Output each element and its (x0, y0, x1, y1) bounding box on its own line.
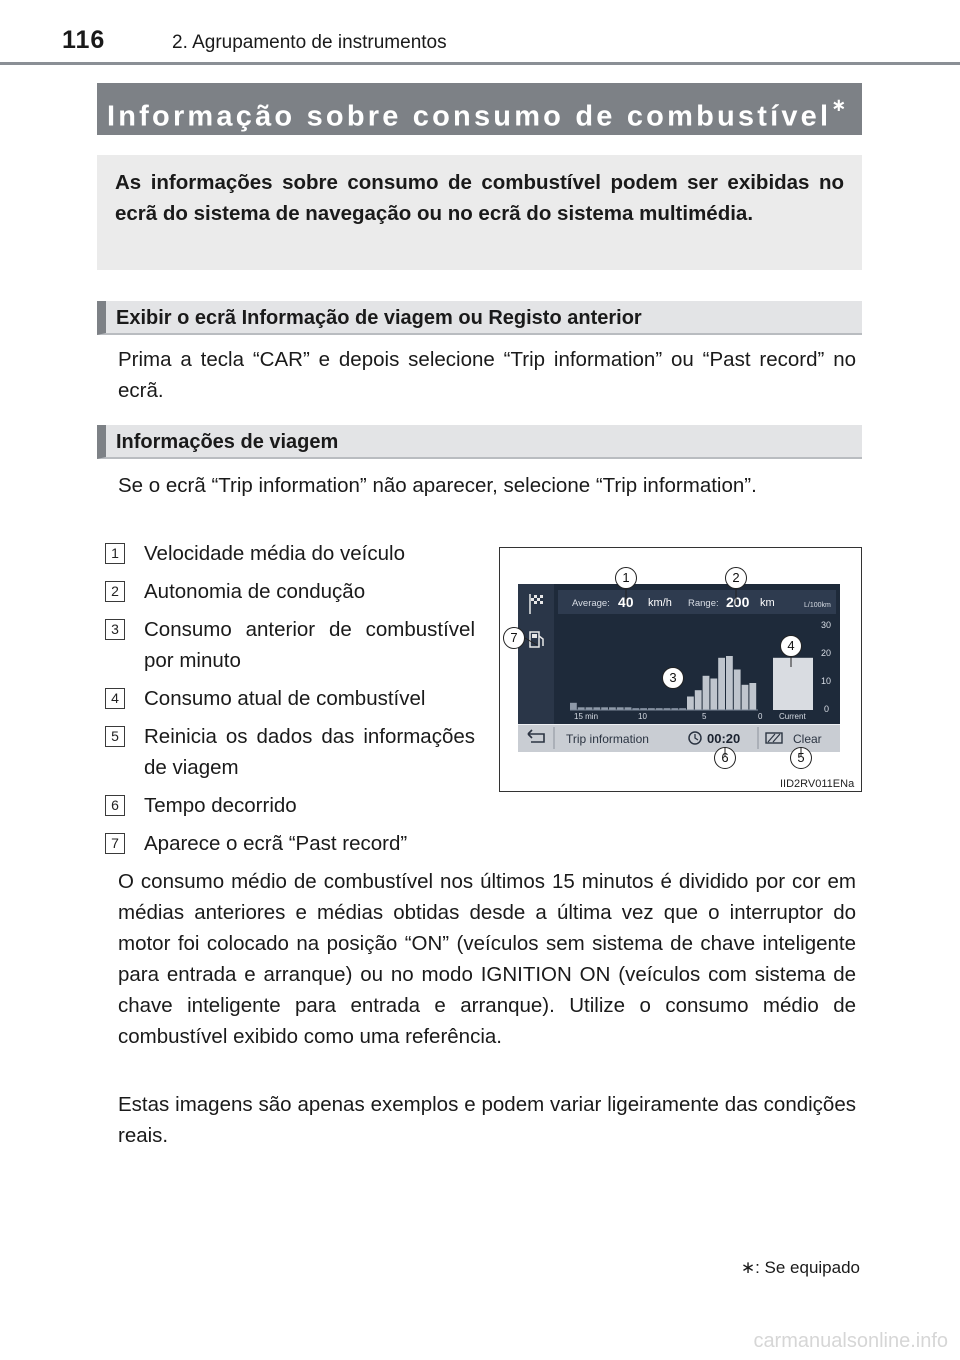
average-unit: km/h (648, 597, 672, 609)
section-name: 2. Agrupamento de instrumentos (172, 32, 447, 53)
section-body-display: Prima a tecla “CAR” e depois selecione “Trip information” ou “Past record” no ecrã. (118, 348, 856, 402)
legend-number: 2 (105, 581, 125, 602)
figure-code: IID2RV011ENa (780, 778, 855, 790)
clear-label: Clear (793, 732, 822, 746)
section-body-trip: Se o ecrã “Trip information” não aparecer, selecione “Trip information”. (118, 474, 757, 497)
legend-number: 7 (105, 833, 125, 854)
scale-label: 10 (821, 676, 832, 686)
callout-marker: 3 (662, 667, 684, 689)
legend-text: Autonomia de condução (144, 580, 366, 603)
callout-leader-lines (499, 547, 862, 792)
axis-label: 5 (702, 712, 707, 721)
watermark: carmanualsonline.info (753, 1330, 948, 1352)
legend-text: Velocidade média do veículo (144, 542, 405, 565)
legend-number: 4 (105, 688, 125, 709)
callout-marker: 2 (725, 567, 747, 589)
footnote (741, 1258, 860, 1278)
section-heading-display: Exibir o ecrã Informação de viagem ou Registo anterior (97, 301, 862, 335)
footnote-asterisk: ∗ (740, 1258, 756, 1277)
page-title-text: Informação sobre consumo de combustível (107, 100, 832, 133)
intro-box: As informações sobre consumo de combustível podem ser exibidas no ecrã do sistema de navegação ou no ecrã do sistema multimédia. (97, 155, 862, 270)
average-value: 40 (618, 594, 634, 610)
footnote-text: : Se equipado (755, 1258, 860, 1277)
legend-number: 5 (105, 726, 125, 747)
legend-item (105, 828, 475, 859)
legend-text: Consumo anterior de combustível por minuto (144, 618, 475, 672)
callout-marker: 7 (503, 627, 525, 649)
title-asterisk: ∗ (831, 95, 847, 115)
page-number: 116 (62, 26, 106, 54)
body-paragraph: O consumo médio de combustível nos últimos 15 minutos é dividido por cor em médias anteriores e médias obtidas desde a última vez que o interruptor do motor foi colocado na posição “ON” (veículos sem sistema de chave inteligente para entrada e arranque) ou no modo IGNITION ON (veículos com sistema de chave inteligente para entrada e arranque). Utilize o consumo médio de combustível exibido como uma referência. (118, 870, 856, 1048)
legend-text: Tempo decorrido (144, 794, 297, 817)
legend-item (105, 790, 475, 821)
scale-label: 30 (821, 620, 832, 630)
callout-marker: 6 (714, 747, 736, 769)
elapsed-time: 00:20 (707, 731, 741, 746)
legend-item (105, 683, 475, 714)
legend-text: Reinicia os dados das informações de viagem (144, 725, 475, 779)
legend-item (105, 614, 475, 676)
header-rule (0, 62, 960, 65)
body-paragraph: Estas imagens são apenas exemplos e podem variar ligeiramente das condições reais. (118, 1093, 856, 1147)
callout-marker: 4 (780, 635, 802, 657)
axis-label: 0 (758, 712, 763, 721)
axis-label: 15 min (574, 712, 599, 721)
legend-number: 1 (105, 543, 125, 564)
trip-information-label: Trip information (566, 732, 649, 746)
section-heading-trip: Informações de viagem (97, 425, 862, 459)
callout-marker: 1 (615, 567, 637, 589)
legend-number: 6 (105, 795, 125, 816)
consumption-unit: L/100km (804, 602, 831, 609)
legend-text: Aparece o ecrã “Past record” (144, 832, 408, 855)
range-label: Range: (688, 598, 719, 609)
legend-text: Consumo atual de combustível (144, 687, 426, 710)
legend-item (105, 538, 475, 569)
axis-label: 10 (638, 712, 647, 721)
legend-item (105, 576, 475, 607)
callout-marker: 5 (790, 747, 812, 769)
legend-number: 3 (105, 619, 125, 640)
scale-label: 20 (821, 648, 832, 658)
legend-item (105, 721, 475, 783)
range-value: 200 (726, 594, 750, 610)
page-title (97, 83, 862, 135)
axis-label: Current (779, 712, 806, 721)
range-unit: km (760, 597, 775, 609)
scale-label: 0 (824, 704, 830, 714)
legend-list (105, 538, 475, 866)
average-label: Average: (572, 598, 610, 609)
